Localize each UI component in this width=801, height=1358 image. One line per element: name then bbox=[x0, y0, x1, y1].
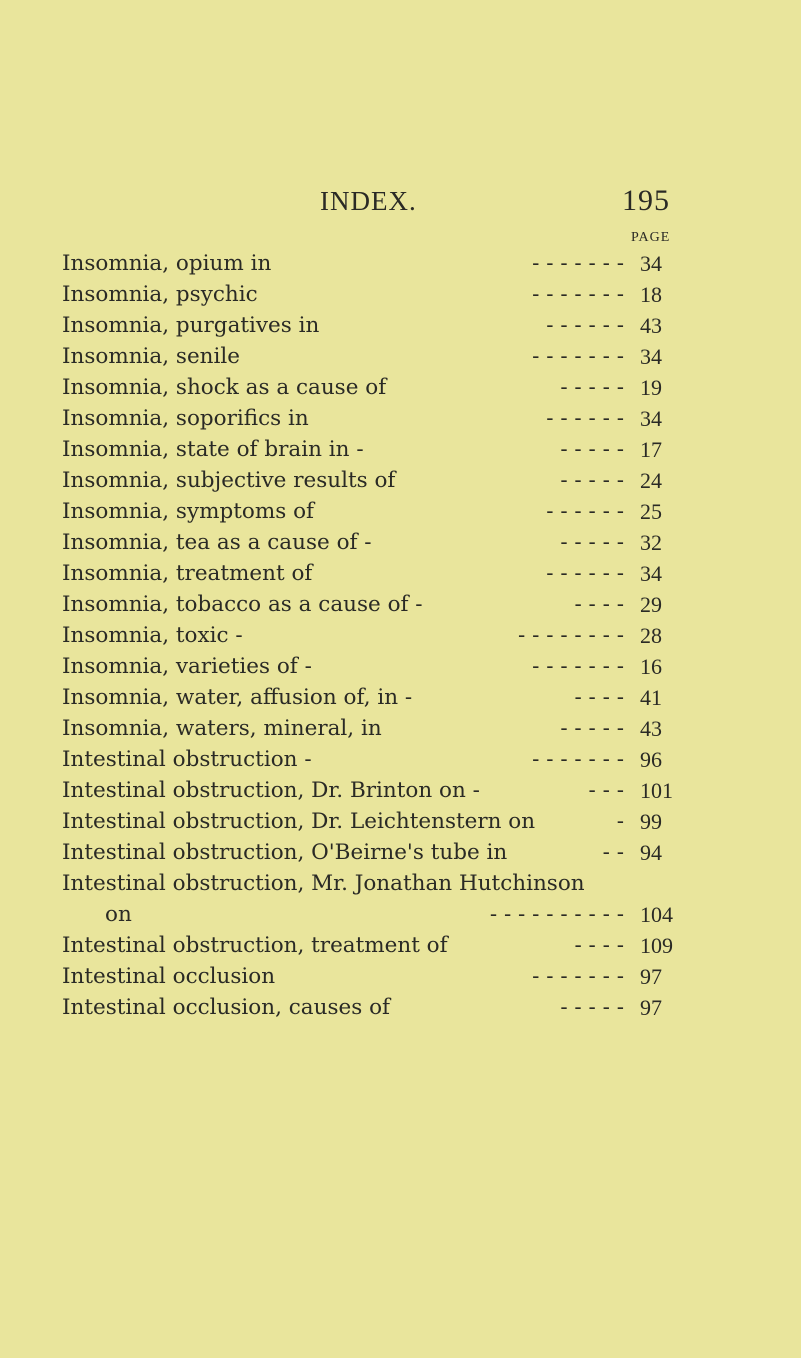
index-entry bbox=[62, 744, 682, 775]
index-page-ref: 28 bbox=[640, 623, 662, 648]
index-entry bbox=[62, 465, 682, 496]
index-entry bbox=[62, 868, 682, 899]
index-entry bbox=[62, 434, 682, 465]
dot-leader: - - bbox=[602, 840, 624, 865]
index-term: Insomnia, shock as a cause of bbox=[62, 375, 387, 400]
dot-leader: - - - - - - bbox=[546, 561, 624, 586]
index-page-ref: 34 bbox=[640, 251, 662, 276]
dot-leader: - - - - - - - bbox=[532, 344, 624, 369]
index-page-ref: 34 bbox=[640, 561, 662, 586]
index-entries bbox=[62, 248, 682, 1023]
dot-leader: - - - - - - - bbox=[532, 747, 624, 772]
index-term: Insomnia, psychic bbox=[62, 282, 258, 307]
index-page-ref: 24 bbox=[640, 468, 662, 493]
dot-leader: - - - - bbox=[574, 685, 624, 710]
index-entry bbox=[62, 341, 682, 372]
dot-leader: - - - - bbox=[574, 592, 624, 617]
index-term: Intestinal occlusion, causes of bbox=[62, 995, 390, 1020]
dot-leader: - - - - - - bbox=[546, 313, 624, 338]
index-entry bbox=[62, 403, 682, 434]
dot-leader: - - - - - bbox=[560, 530, 624, 555]
running-title: INDEX. bbox=[320, 186, 417, 216]
dot-leader: - - - - - - - bbox=[532, 251, 624, 276]
index-term: Intestinal obstruction - bbox=[62, 747, 312, 772]
index-page-ref: 32 bbox=[640, 530, 662, 555]
index-page-ref: 99 bbox=[640, 809, 662, 834]
index-page-ref: 97 bbox=[640, 995, 662, 1020]
index-term: Insomnia, water, affusion of, in - bbox=[62, 685, 413, 710]
index-page-ref: 43 bbox=[640, 716, 662, 741]
index-entry bbox=[62, 775, 682, 806]
dot-leader: - bbox=[616, 809, 624, 834]
dot-leader: - - - - - - - bbox=[532, 282, 624, 307]
index-term: Intestinal obstruction, Dr. Leichtenstern on bbox=[62, 809, 536, 834]
index-entry bbox=[62, 806, 682, 837]
index-page-ref: 96 bbox=[640, 747, 662, 772]
index-term: Insomnia, varieties of - bbox=[62, 654, 312, 679]
index-term: Intestinal obstruction, O'Beirne's tube in bbox=[62, 840, 508, 865]
index-entry bbox=[62, 713, 682, 744]
index-term: Insomnia, state of brain in - bbox=[62, 437, 364, 462]
index-page-ref: 41 bbox=[640, 685, 662, 710]
index-page-ref: 97 bbox=[640, 964, 662, 989]
index-entry bbox=[62, 837, 682, 868]
index-term: Insomnia, waters, mineral, in bbox=[62, 716, 382, 741]
dot-leader: - - - - - bbox=[560, 437, 624, 462]
dot-leader: - - - - - bbox=[560, 375, 624, 400]
index-entry bbox=[62, 620, 682, 651]
index-term: Intestinal obstruction, treatment of bbox=[62, 933, 448, 958]
index-page-ref: 109 bbox=[640, 933, 673, 958]
index-entry bbox=[62, 248, 682, 279]
index-entry bbox=[62, 279, 682, 310]
index-entry bbox=[62, 682, 682, 713]
dot-leader: - - - - - - - - - - bbox=[489, 902, 624, 927]
dot-leader: - - - - - - - bbox=[532, 654, 624, 679]
page-number: 195 bbox=[622, 184, 670, 217]
dot-leader: - - - - - - bbox=[546, 499, 624, 524]
index-term: Insomnia, soporifics in bbox=[62, 406, 309, 431]
index-page-ref: 104 bbox=[640, 902, 673, 927]
index-page-ref: 34 bbox=[640, 344, 662, 369]
dot-leader: - - - - - - bbox=[546, 406, 624, 431]
dot-leader: - - - - - - - - bbox=[518, 623, 624, 648]
index-entry bbox=[62, 589, 682, 620]
index-page-ref: 101 bbox=[640, 778, 673, 803]
dot-leader: - - - - - bbox=[560, 716, 624, 741]
index-entry bbox=[62, 992, 682, 1023]
index-page-ref: 25 bbox=[640, 499, 662, 524]
dot-leader: - - - - bbox=[574, 933, 624, 958]
index-term: Intestinal occlusion bbox=[62, 964, 276, 989]
index-page-ref: 94 bbox=[640, 840, 662, 865]
index-term: Insomnia, tobacco as a cause of - bbox=[62, 592, 423, 617]
index-page-ref: 18 bbox=[640, 282, 662, 307]
dot-leader: - - - bbox=[588, 778, 624, 803]
index-term: Insomnia, purgatives in bbox=[62, 313, 320, 338]
index-entry bbox=[62, 899, 682, 930]
index-entry bbox=[62, 651, 682, 682]
index-entry bbox=[62, 961, 682, 992]
index-term: Insomnia, senile bbox=[62, 344, 240, 369]
index-entry bbox=[62, 372, 682, 403]
index-term: Intestinal obstruction, Mr. Jonathan Hutchinson bbox=[62, 871, 585, 896]
index-term: Insomnia, tea as a cause of - bbox=[62, 530, 372, 555]
index-term: Insomnia, opium in bbox=[62, 251, 272, 276]
index-page-ref: 34 bbox=[640, 406, 662, 431]
index-term: Insomnia, subjective results of bbox=[62, 468, 396, 493]
index-page-ref: 17 bbox=[640, 437, 662, 462]
index-term: on bbox=[105, 902, 132, 927]
page-column-label: PAGE bbox=[631, 230, 671, 245]
index-entry bbox=[62, 930, 682, 961]
dot-leader: - - - - - bbox=[560, 468, 624, 493]
index-term: Intestinal obstruction, Dr. Brinton on - bbox=[62, 778, 480, 803]
index-page-ref: 29 bbox=[640, 592, 662, 617]
dot-leader: - - - - - - - bbox=[532, 964, 624, 989]
index-page-ref: 19 bbox=[640, 375, 662, 400]
dot-leader: - - - - - bbox=[560, 995, 624, 1020]
index-page-ref: 43 bbox=[640, 313, 662, 338]
index-term: Insomnia, treatment of bbox=[62, 561, 313, 586]
index-entry bbox=[62, 496, 682, 527]
index-entry bbox=[62, 310, 682, 341]
index-entry bbox=[62, 527, 682, 558]
index-page-ref: 16 bbox=[640, 654, 662, 679]
index-entry bbox=[62, 558, 682, 589]
index-term: Insomnia, toxic - bbox=[62, 623, 243, 648]
index-term: Insomnia, symptoms of bbox=[62, 499, 314, 524]
